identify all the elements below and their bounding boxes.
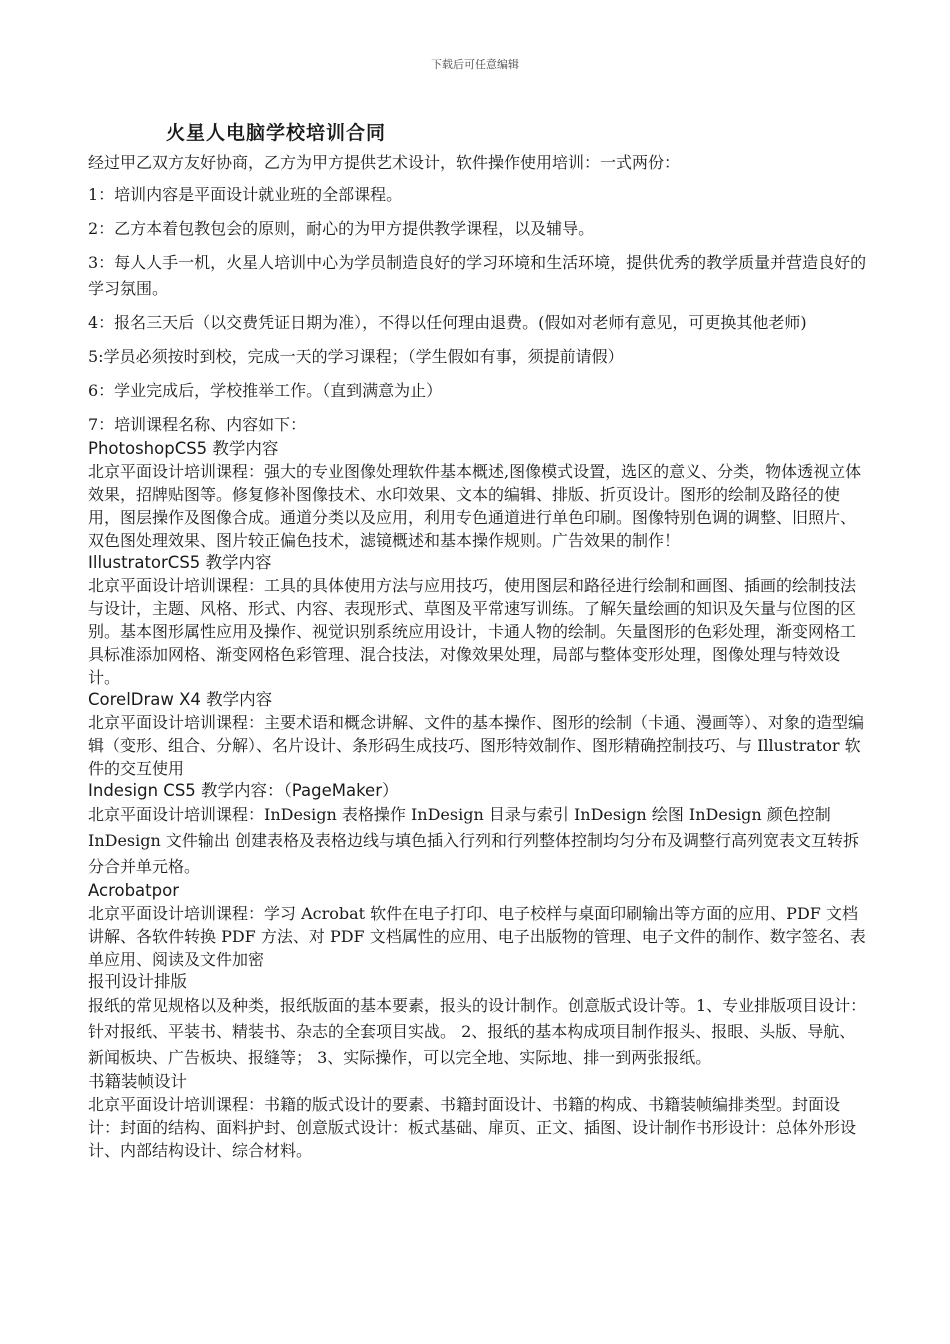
course-illustrator: [88, 552, 870, 689]
course-title: Acrobatpor: [88, 881, 179, 900]
clause-2: 2：乙方本着包教包会的原则，耐心的为甲方提供教学课程，以及辅导。: [88, 219, 595, 238]
clause-1: 1：培训内容是平面设计就业班的全部课程。: [88, 185, 403, 204]
clause-6: 6：学业完成后，学校推举工作。（直到满意为止）: [88, 381, 443, 400]
course-description: 北京平面设计培训课程：工具的具体使用方法与应用技巧，使用图层和路径进行绘制和画图、插画的绘制技法与设计，主题、风格、形式、内容、表现形式、草图及平常速写训练。了解矢量绘画的知识及矢量与位图的区别。基本图形属性应用及操作、视觉识别系统应用设计，卡通人物的绘制。矢量图形的色彩处理，渐变网格工具标准添加网格、渐变网格色彩管理、混合技法，对像效果处理，局部与整体变形处理，图像处理与特效设计。: [88, 576, 857, 687]
course-description: 报纸的常见规格以及种类，报纸版面的基本要素，报头的设计制作。创意版式设计等。1、专业排版项目设计：针对报纸、平装书、精装书、杂志的全套项目实战。 2、报纸的基本构成项目制作报头、报眼、头版、导航、新闻板块、广告板块、报缝等； 3、实际操作，可以完全地、实际地、排一到两张报纸。: [88, 996, 867, 1067]
document-title: 火星人电脑学校培训合同: [166, 122, 387, 144]
clause-4: 4：报名三天后（以交费凭证日期为准），不得以任何理由退费。(假如对老师有意见，可更换其他老师): [88, 313, 807, 332]
course-acrobat: [88, 880, 870, 971]
course-newspaper-layout: [88, 971, 870, 1071]
course-title: CorelDraw X4 教学内容: [88, 690, 273, 709]
course-book-binding: [88, 1071, 870, 1162]
course-coreldraw: [88, 689, 870, 780]
course-photoshop: [88, 438, 870, 552]
course-description: 北京平面设计培训课程：学习 Acrobat 软件在电子打印、电子校样与桌面印刷输出等方面的应用、PDF 文档讲解、各软件转换 PDF 方法、对 PDF 文档属性的应用、电子出版物的管理、电子文件的制作、数字签名、表单应用、阅读及文件加密: [88, 904, 866, 969]
course-indesign: [88, 780, 870, 880]
course-description: 北京平面设计培训课程：强大的专业图像处理软件基本概述,图像模式设置，选区的意义、分类，物体透视立体效果，招牌贴图等。修复修补图像技术、水印效果、文本的编辑、排版、折页设计。图形的绘制及路径的使用，图层操作及图像合成。通道分类以及应用，利用专色通道进行单色印刷。图像特别色调的调整、旧照片、双色图处理效果、图片较正偏色技术，滤镜概述和基本操作规则。广告效果的制作！: [88, 462, 862, 550]
course-title: IllustratorCS5 教学内容: [88, 553, 272, 572]
course-title: 书籍装帧设计: [88, 1072, 187, 1091]
course-title: 报刊设计排版: [88, 972, 187, 991]
course-description: 北京平面设计培训课程：主要术语和概念讲解、文件的基本操作、图形的绘制（卡通、漫画等）、对象的造型编辑（变形、组合、分解）、名片设计、条形码生成技巧、图形特效制作、图形精确控制技巧、与 Illustrator 软件的交互使用: [88, 713, 865, 778]
course-title: Indesign CS5 教学内容：（PageMaker）: [88, 781, 399, 800]
intro-paragraph: 经过甲乙双方友好协商，乙方为甲方提供艺术设计，软件操作使用培训：一式两份：: [88, 153, 681, 172]
document-body: [88, 150, 870, 1162]
course-title: PhotoshopCS5 教学内容: [88, 439, 279, 458]
course-description: 北京平面设计培训课程：InDesign 表格操作 InDesign 目录与索引 InDesign 绘图 InDesign 颜色控制 InDesign 文件输出 创建表格及表格边线与填色插入行列和行列整体控制均匀分布及调整行高列宽表文互转拆分合并单元格。: [88, 805, 859, 876]
clause-3: 3：每人人手一机，火星人培训中心为学员制造良好的学习环境和生活环境，提供优秀的教学质量并营造良好的学习氛围。: [88, 253, 867, 298]
page-header-note: 下载后可任意编辑: [431, 58, 519, 71]
clause-5: 5:学员必须按时到校，完成一天的学习课程；（学生假如有事，须提前请假）: [88, 347, 624, 366]
course-description: 北京平面设计培训课程：书籍的版式设计的要素、书籍封面设计、书籍的构成、书籍装帧编排类型。封面设计：封面的结构、面料护封、创意版式设计：板式基础、扉页、正文、插图、设计制作书形设计：总体外形设计、内部结构设计、综合材料。: [88, 1095, 857, 1160]
clause-7: 7：培训课程名称、内容如下：: [88, 415, 307, 434]
